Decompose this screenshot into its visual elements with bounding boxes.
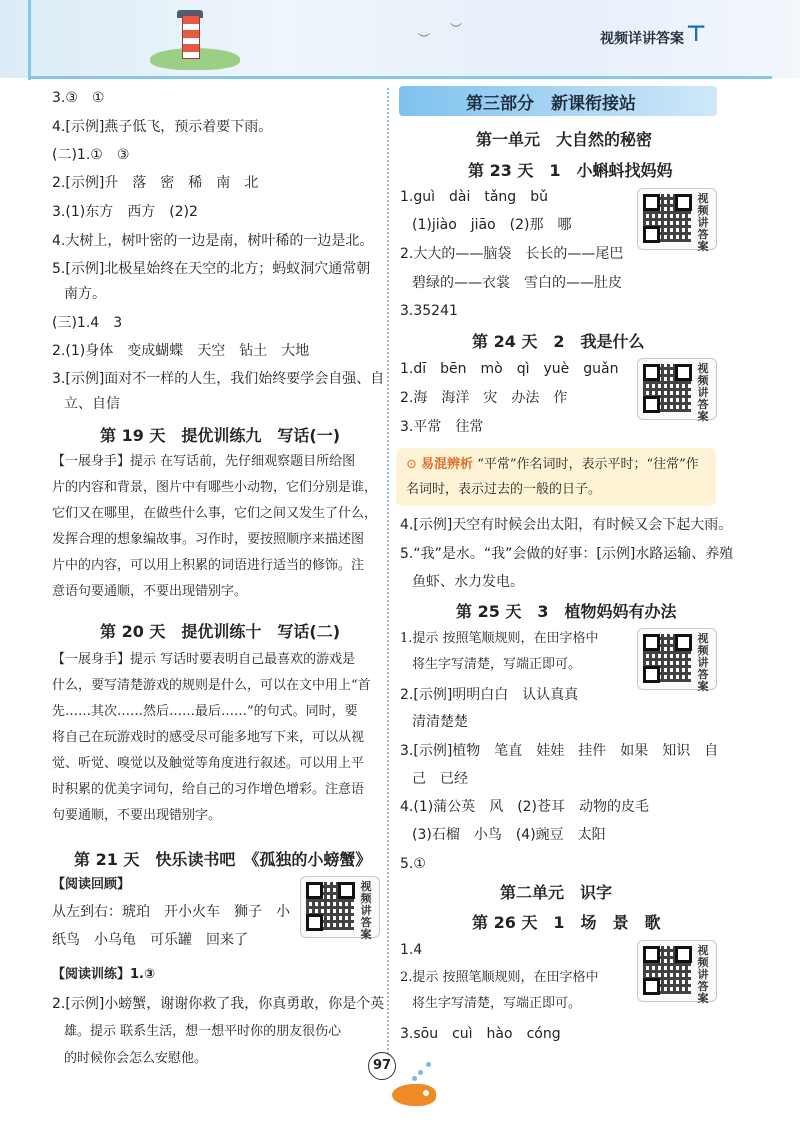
answer-line: 将生字写清楚，写端正即可。 <box>412 657 582 672</box>
tip-line: 觉、听觉、嗅觉以及触觉等角度进行叙述。可以用上平 <box>52 756 365 771</box>
qr-corner <box>675 946 692 963</box>
qr-corner <box>306 882 323 899</box>
bird-icon: ︶ <box>450 22 463 36</box>
qr-code[interactable] <box>300 876 380 941</box>
answer-line: 2.(1)身体 变成蝴蝶 天空 钻土 大地 <box>52 343 310 359</box>
qr-code[interactable] <box>637 940 717 1005</box>
training-line: 雄。提示 联系生活，想一想平时你的朋友很伤心 <box>64 1024 342 1039</box>
answer-line: (1)jiào jiāo (2)那 哪 <box>412 217 572 233</box>
answer-line: 2.提示 按照笔顺规则，在田字格中 <box>400 970 599 985</box>
answer-line: 4.[示例]天空有时候会出太阳，有时候又会下起大雨。 <box>400 517 733 533</box>
answer-line: 2.海 海洋 灾 办法 作 <box>400 390 568 406</box>
tip-line: 【一展身手】提示 写话时要表明自己最喜欢的游戏是 <box>52 652 356 667</box>
qr-corner <box>643 226 660 243</box>
banner-underline <box>28 76 772 79</box>
tip-line: 将自己在玩游戏时的感受尽可能多地写下来，可以从视 <box>52 730 365 745</box>
lighthouse-icon <box>182 15 200 59</box>
qr-code[interactable] <box>637 358 717 423</box>
tip-line: 时积累的优美字词句，给自己的习作增色增彩。注意语 <box>52 782 365 797</box>
answer-line: 碧绿的——衣裳 雪白的——肚皮 <box>412 275 622 291</box>
reading-review-line: 从左到右：琥珀 开小火车 狮子 小 <box>52 904 290 920</box>
confusion-note-line: 名词时，表示过去的一般的日子。 <box>406 482 602 497</box>
answer-line: 3.③ ① <box>52 90 105 106</box>
unit1-title: 第一单元 大自然的秘密 <box>476 130 653 149</box>
confusion-label: 易混辨析 <box>421 457 474 472</box>
section-title: 第三部分 新课衔接站 <box>466 94 636 114</box>
confusion-note-line <box>406 455 699 475</box>
decorative-mark-icon: ⊤ <box>686 22 707 47</box>
qr-label: 视频讲答案 <box>697 944 709 1005</box>
qr-corner <box>338 882 355 899</box>
tip-line: 它们又在哪里，在做些什么事，它们之间又发生了什么， <box>52 506 378 521</box>
answer-line: 己 已经 <box>412 771 468 787</box>
qr-label: 视频讲答案 <box>697 192 709 253</box>
training-line: 2.[示例]小螃蟹，谢谢你救了我，你真勇敢，你是个英 <box>52 996 385 1012</box>
video-answer-label: 视频详讲答案 <box>600 31 684 47</box>
qr-corner <box>675 634 692 651</box>
qr-corner <box>643 978 660 995</box>
day26-title: 第 26 天 1 场 景 歌 <box>472 913 661 932</box>
answer-line: 立、自信 <box>64 396 120 412</box>
answer-line: 4.(1)蒲公英 风 (2)苍耳 动物的皮毛 <box>400 799 650 815</box>
qr-corner <box>643 364 660 381</box>
tip-line: 片中的内容，可以用上积累的词语进行适当的修饰。注 <box>52 558 365 573</box>
answer-line: (三)1.4 3 <box>52 315 123 331</box>
answer-line: 3.35241 <box>400 303 458 319</box>
qr-code[interactable] <box>637 188 717 253</box>
answer-line: 3.[示例]面对不一样的人生，我们始终要学会自强、自 <box>52 371 385 387</box>
qr-corner <box>643 946 660 963</box>
answer-line: 清清楚楚 <box>412 714 468 730</box>
bird-icon: ︶ <box>418 32 431 46</box>
answer-line: 南方。 <box>64 286 106 302</box>
reading-review-line: 纸鸟 小乌龟 可乐罐 回来了 <box>52 932 248 948</box>
fish-eye <box>423 1090 429 1096</box>
day25-title: 第 25 天 3 植物妈妈有办法 <box>456 602 677 621</box>
answer-line: 5.“我”是水。“我”会做的好事：[示例]水路运输、养殖 <box>400 546 734 562</box>
answer-line: 3.(1)东方 西方 (2)2 <box>52 204 198 220</box>
fish-icon <box>392 1084 436 1106</box>
day20-title: 第 20 天 提优训练十 写话(二) <box>100 622 341 641</box>
tip-line: 先……其次……然后……最后……”的句式。同时，要 <box>52 704 358 719</box>
page-number: 97 <box>368 1052 396 1080</box>
tip-line: 片的内容和背景，图片中有哪些小动物，它们分别是谁， <box>52 480 378 495</box>
bubble-icon <box>426 1062 431 1067</box>
answer-line: 将生字写清楚，写端正即可。 <box>412 996 582 1011</box>
qr-label: 视频讲答案 <box>697 632 709 693</box>
answer-line: 鱼虾、水力发电。 <box>412 574 524 590</box>
answer-line: 2.大大的——脑袋 长长的——尾巴 <box>400 246 624 262</box>
column-divider <box>387 88 389 1078</box>
answer-line: 3.[示例]植物 笔直 娃娃 挂件 如果 知识 自 <box>400 743 719 759</box>
bubble-icon <box>418 1070 423 1075</box>
bubble-icon <box>412 1076 417 1081</box>
qr-corner <box>643 194 660 211</box>
answer-line: 1.4 <box>400 942 423 958</box>
confusion-text: “平常”作名词时，表示平时；“往常”作 <box>477 457 699 472</box>
answer-line: (二)1.① ③ <box>52 147 130 163</box>
answer-line: 5.[示例]北极星始终在天空的北方；蚂蚁洞穴通常朝 <box>52 261 371 277</box>
answer-line: 4.大树上，树叶密的一边是南，树叶稀的一边是北。 <box>52 233 374 249</box>
qr-label: 视频讲答案 <box>697 362 709 423</box>
day21-title: 第 21 天 快乐读书吧 《孤独的小螃蟹》 <box>74 850 372 869</box>
training-line: 的时候你会怎么安慰他。 <box>64 1051 208 1066</box>
answer-line: 3.sōu cuì hào cóng <box>400 1026 561 1042</box>
qr-corner <box>306 914 323 931</box>
tip-line: 什么，要写清楚游戏的规则是什么，可以在文中用上“首 <box>52 678 371 693</box>
tip-line: 发挥合理的想象编故事。习作时，要按照顺序来描述图 <box>52 532 365 547</box>
reading-review-label: 【阅读回顾】 <box>52 877 131 892</box>
day23-title: 第 23 天 1 小蝌蚪找妈妈 <box>468 161 673 180</box>
warning-icon: ⊙ <box>406 457 417 472</box>
answer-line: 4.[示例]燕子低飞，预示着要下雨。 <box>52 119 273 135</box>
tip-line: 【一展身手】提示 在写话前，先仔细观察题目所给图 <box>52 454 356 469</box>
answer-line: 1.提示 按照笔顺规则，在田字格中 <box>400 631 599 646</box>
banner-left-rule <box>28 0 31 80</box>
answer-line: (3)石榴 小鸟 (4)豌豆 太阳 <box>412 827 606 843</box>
answer-line: 1.guì dài tǎng bǔ <box>400 189 548 205</box>
qr-corner <box>675 364 692 381</box>
answer-line: 3.平常 往常 <box>400 419 484 435</box>
qr-corner <box>643 396 660 413</box>
answer-line: 5.① <box>400 856 426 872</box>
qr-corner <box>675 194 692 211</box>
tip-line: 意语句要通顺，不要出现错别字。 <box>52 584 248 599</box>
answer-line: 1.dī bēn mò qì yuè guǎn <box>400 361 619 377</box>
qr-label: 视频讲答案 <box>360 880 372 941</box>
qr-code[interactable] <box>637 628 717 693</box>
reading-training: 【阅读训练】1.③ <box>52 967 155 982</box>
answer-line: 2.[示例]明明白白 认认真真 <box>400 687 579 703</box>
day19-title: 第 19 天 提优训练九 写话(一) <box>100 426 341 445</box>
qr-corner <box>643 666 660 683</box>
day24-title: 第 24 天 2 我是什么 <box>472 332 645 351</box>
tip-line: 句要通顺，不要出现错别字。 <box>52 808 222 823</box>
answer-line: 2.[示例]升 落 密 稀 南 北 <box>52 175 259 191</box>
qr-corner <box>643 634 660 651</box>
unit2-title: 第二单元 识字 <box>500 883 613 902</box>
